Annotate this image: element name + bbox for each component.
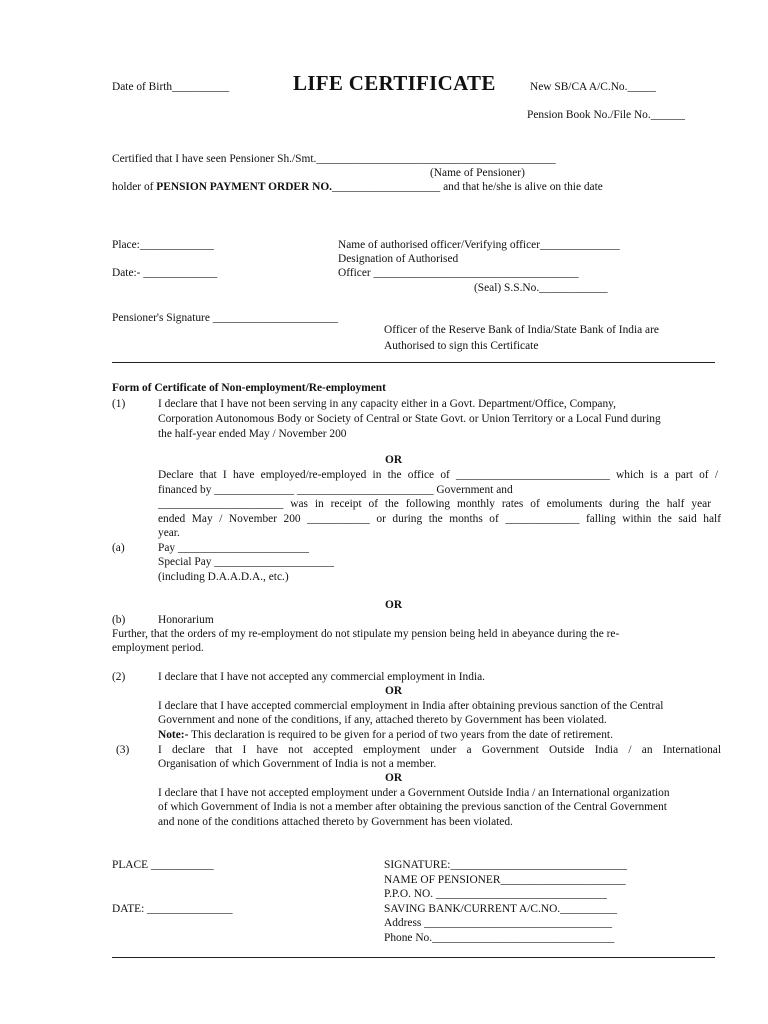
further-text-line2: employment period.: [112, 642, 204, 654]
account-number-field: New SB/CA A/C.No._____: [530, 81, 656, 93]
section-1-text-line2: Corporation Autonomous Body or Society of Central or State Govt. or Union Territory or a Local Fund during: [158, 413, 661, 425]
ppo-label: PENSION PAYMENT ORDER NO.: [156, 181, 333, 193]
note-label: Note:-: [158, 729, 189, 741]
seal-ss-number: (Seal) S.S.No.____________: [474, 282, 608, 294]
section-3-option-b-line2: of which Government of India is not a member after obtaining the previous sanction of the Central Government: [158, 801, 667, 813]
footer-bank-account-field: SAVING BANK/CURRENT A/C.NO.__________: [384, 903, 618, 915]
pension-book-field: Pension Book No./File No.______: [527, 109, 685, 121]
or-divider-3: OR: [385, 685, 403, 697]
ppo-holder-line: [112, 180, 603, 194]
rbi-sbi-note-line2: Authorised to sign this Certificate: [384, 340, 539, 352]
section-2-option-b-line1: I declare that I have accepted commercial employment in India after obtaining previous sanction of the Central: [158, 700, 664, 712]
declare-line5: year.: [158, 527, 180, 539]
section-3-option-b-line1: I declare that I have not accepted employment under a Government Outside India / an International organization: [158, 787, 670, 799]
section-2-option-b-line2: Government and none of the conditions, if any, attached thereto by Government has been violated.: [158, 714, 607, 726]
retirement-note: [158, 728, 613, 742]
place-field: Place:_____________: [112, 239, 214, 251]
honorarium-label: Honorarium: [158, 614, 214, 626]
section-1-text-line1: I declare that I have not been serving in any capacity either in a Govt. Department/Office, Company,: [158, 398, 616, 410]
section-2-number: (2): [112, 671, 126, 683]
pensioner-name-line: Certified that I have seen Pensioner Sh./Smt.__________________________________________: [112, 153, 556, 165]
holder-prefix: holder of: [112, 181, 157, 193]
or-divider-2: OR: [385, 599, 403, 611]
rbi-sbi-note-line1: Officer of the Reserve Bank of India/State Bank of India are: [384, 324, 659, 336]
footer-pensioner-name-field: NAME OF PENSIONER______________________: [384, 874, 626, 886]
page-title: LIFE CERTIFICATE: [293, 71, 496, 95]
footer-signature-field: SIGNATURE:_______________________________: [384, 859, 628, 871]
date-of-birth-field: Date of Birth__________: [112, 81, 230, 93]
divider-top: [112, 362, 715, 363]
section-1-number: (1): [112, 398, 126, 410]
item-a-number: (a): [112, 542, 125, 554]
footer-ppo-field: P.P.O. NO. ______________________________: [384, 888, 607, 900]
pensioner-name-hint: (Name of Pensioner): [430, 167, 525, 179]
section-3-option-a-line1: I declare that I have not accepted employment under a Government Outside India / an International: [158, 744, 721, 756]
declare-line1: Declare that I have employed/re-employed in the office of ___________________________ which is a part of /: [158, 469, 718, 481]
holder-suffix: ___________________ and that he/she is alive on thie date: [332, 181, 603, 193]
including-da-note: (including D.A.A.D.A., etc.): [158, 571, 289, 583]
form-heading: Form of Certificate of Non-employment/Re-employment: [112, 382, 386, 394]
date-field: Date:- _____________: [112, 267, 218, 279]
designation-label: Designation of Authorised: [338, 253, 459, 265]
or-divider-1: OR: [385, 454, 403, 466]
section-3-number: (3): [116, 744, 130, 756]
footer-phone-field: Phone No.________________________________: [384, 932, 615, 944]
pensioner-signature-field: Pensioner's Signature ______________________: [112, 312, 339, 324]
special-pay-field: Special Pay _____________________: [158, 556, 334, 568]
declare-line4: ended May / November 200 ___________ or during the months of _____________ falling within the said half: [158, 513, 721, 525]
item-b-number: (b): [112, 614, 126, 626]
section-2-option-a: I declare that I have not accepted any commercial employment in India.: [158, 671, 486, 683]
further-text-line1: Further, that the orders of my re-employment do not stipulate my pension being held in abeyance during the re-: [112, 628, 620, 640]
note-text: This declaration is required to be given for a period of two years from the date of retirement.: [188, 729, 613, 741]
divider-bottom: [112, 957, 715, 958]
footer-place-field: PLACE ___________: [112, 859, 214, 871]
declare-line2: financed by ______________ ________________________ Government and: [158, 484, 513, 496]
section-3-option-a-line2: Organisation of which Government of India is not a member.: [158, 758, 437, 770]
section-3-option-b-line3: and none of the conditions attached thereto by Government has been violated.: [158, 816, 513, 828]
officer-name-field: Name of authorised officer/Verifying officer______________: [338, 239, 620, 251]
section-1-text-line3: the half-year ended May / November 200: [158, 428, 347, 440]
pay-field: Pay _______________________: [158, 542, 309, 554]
or-divider-4: OR: [385, 772, 403, 784]
officer-field: Officer ____________________________________: [338, 267, 579, 279]
declare-line3: ______________________ was in receipt of the following monthly rates of emoluments during the half year: [158, 498, 711, 510]
footer-address-field: Address _________________________________: [384, 917, 613, 929]
footer-date-field: DATE: _______________: [112, 903, 233, 915]
